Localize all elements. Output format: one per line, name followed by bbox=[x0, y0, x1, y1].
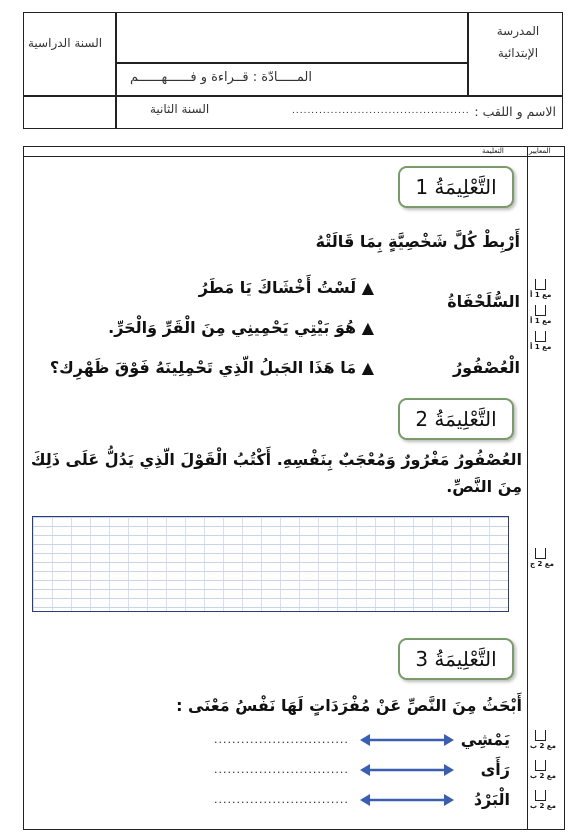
student-name-field[interactable]: .............................................. bbox=[292, 106, 470, 116]
grade-label: السنة الثانية bbox=[150, 102, 210, 116]
criteria-column-divider bbox=[527, 146, 528, 830]
header-divider-2 bbox=[467, 12, 469, 95]
answer-writing-area[interactable] bbox=[32, 516, 509, 612]
criteria-checkbox-4[interactable] bbox=[535, 548, 546, 559]
answer-field-walks[interactable]: .............................. bbox=[214, 733, 349, 746]
instruction-3-prompt: أَبْحَثُ مِنَ النَّصِّ عَنْ مُفْرَدَاتٍ لَهَا نَفْسُ مَعْنَى : bbox=[176, 696, 522, 715]
header-divider-3 bbox=[115, 12, 117, 95]
quote-1-text: لَسْتُ أَخْشَاكَ يَا مَطَرُ bbox=[198, 278, 357, 297]
column-header-line bbox=[23, 156, 565, 157]
criteria-mark-4: مع 2 ج bbox=[530, 560, 554, 568]
criteria-column-header: المعايير bbox=[529, 147, 551, 155]
instruction-1-prompt: أَرْبِطْ كُلَّ شَخْصِيَّةٍ بِمَا قَالَتْهُ bbox=[315, 232, 520, 251]
criteria-checkbox-5[interactable] bbox=[535, 730, 546, 741]
instruction-3-badge: التَّعْلِيمَةُ 3 bbox=[398, 638, 514, 680]
criteria-checkbox-2[interactable] bbox=[535, 305, 546, 316]
header-divider-4 bbox=[115, 62, 467, 64]
double-arrow-icon bbox=[360, 733, 454, 747]
instruction-1-badge: التَّعْلِيمَةُ 1 bbox=[398, 166, 514, 208]
criteria-mark-6: مع 2 ب bbox=[530, 772, 556, 780]
criteria-mark-7: مع 2 ب bbox=[530, 802, 556, 810]
instruction-2-line-2: مِنَ النَّصِّ. bbox=[446, 477, 522, 496]
quote-2-text: هُوَ بَيْتِي يَحْمِينِي مِنَ الْقَرِّ وَالْحَرِّ. bbox=[108, 318, 357, 337]
answer-field-saw[interactable]: .............................. bbox=[214, 763, 349, 776]
student-name-label: الاسم و اللقب : bbox=[474, 104, 556, 119]
school-label: المدرسة الإبتدائية bbox=[496, 24, 540, 60]
double-arrow-icon bbox=[360, 793, 454, 807]
header-divider-5 bbox=[115, 95, 117, 129]
quote-1: ▲ لَسْتُ أَخْشَاكَ يَا مَطَرُ bbox=[198, 278, 374, 297]
vocab-word-walks: يَمْشِي bbox=[460, 730, 510, 749]
criteria-checkbox-6[interactable] bbox=[535, 760, 546, 771]
subject-label: المـــــادّة : قــراءة و فــــــهــــــم bbox=[130, 70, 312, 85]
instruction-column-header: التعليمة bbox=[482, 147, 504, 155]
instruction-2-line-1: العُصْفُورُ مَغْرُورٌ وَمُعْجَبٌ بِنَفْسِهِ. أَكْتُبُ الْقَوْلَ الّذِي يَدُلُّ عَلَى ذَلِكَ bbox=[30, 450, 522, 469]
answer-field-cold[interactable]: .............................. bbox=[214, 793, 349, 806]
criteria-mark-2: مع 1 أ bbox=[530, 317, 552, 325]
instruction-2-badge: التَّعْلِيمَةُ 2 bbox=[398, 398, 514, 440]
criteria-checkbox-3[interactable] bbox=[535, 331, 546, 342]
character-sparrow: الْعُصْفُورُ bbox=[452, 358, 520, 377]
quote-2: ▲ هُوَ بَيْتِي يَحْمِينِي مِنَ الْقَرِّ وَالْحَرِّ. bbox=[108, 318, 374, 337]
double-arrow-icon bbox=[360, 763, 454, 777]
quote-3: ▲ مَا هَذَا الجَبلُ الّذِي تَحْمِلِينَهُ فَوْقَ ظَهْرِك؟ bbox=[49, 358, 374, 377]
character-turtle: السُّلَحْفَاةُ bbox=[447, 292, 520, 311]
quote-3-text: مَا هَذَا الجَبلُ الّذِي تَحْمِلِينَهُ فَوْقَ ظَهْرِك؟ bbox=[49, 358, 357, 377]
vocab-word-cold: الْبَرْدُ bbox=[473, 790, 510, 809]
criteria-mark-3: مع 1 أ bbox=[530, 343, 552, 351]
criteria-mark-5: مع 2 ب bbox=[530, 742, 556, 750]
vocab-word-saw: رَأَى bbox=[480, 760, 510, 779]
criteria-checkbox-7[interactable] bbox=[535, 790, 546, 801]
header-divider-1 bbox=[23, 95, 563, 97]
criteria-mark-1: مع 1 أ bbox=[530, 291, 552, 299]
criteria-checkbox-1[interactable] bbox=[535, 279, 546, 290]
school-year-label: السنة الدراسية bbox=[28, 36, 103, 50]
